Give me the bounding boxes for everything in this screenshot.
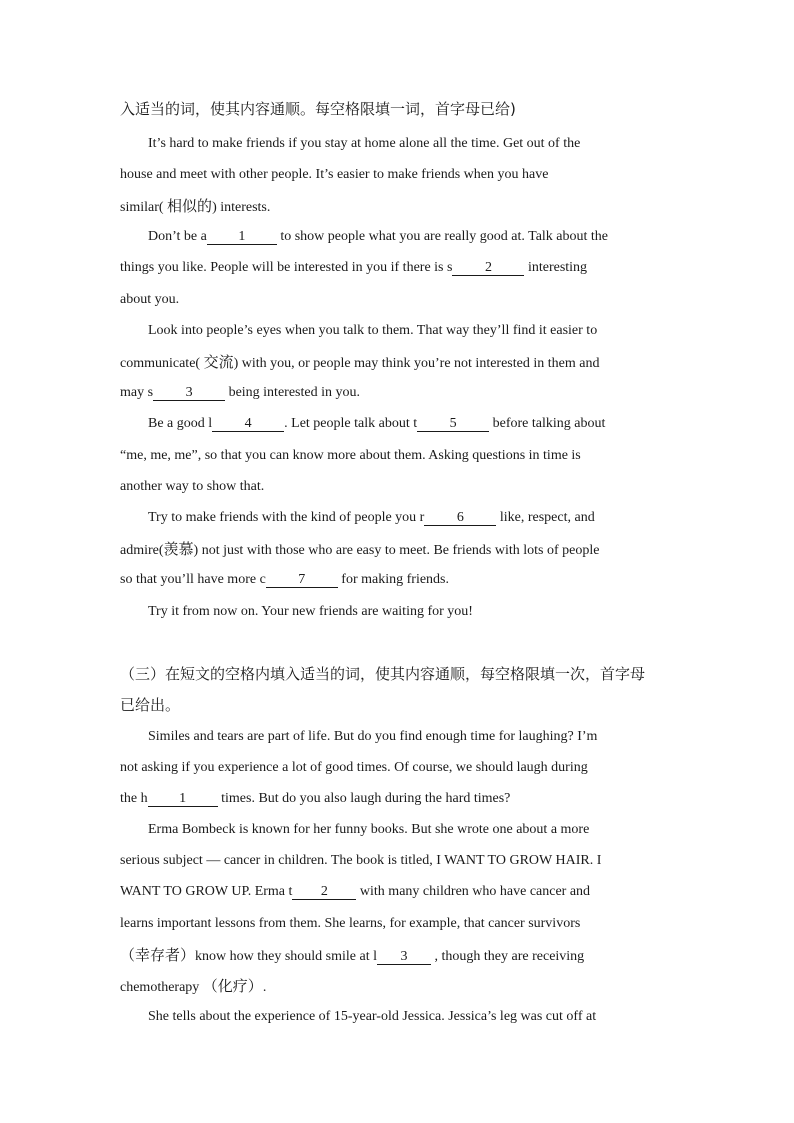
blank-3[interactable]: 3 <box>153 385 225 401</box>
passage-line: things you like. People will be interested in you if there is s 2 interesting <box>120 260 588 275</box>
passage-line: Erma Bombeck is known for her funny books. But she wrote one about a more <box>148 822 590 837</box>
passage-line: Look into people’s eyes when you talk to them. That way they’ll find it easier to <box>148 323 598 338</box>
passage-line: admire(羡慕) not just with those who are easy to meet. Be friends with lots of people <box>120 540 600 558</box>
passage-line: （幸存者）know how they should smile at l 3 , though they are receiving <box>120 946 585 964</box>
passage-line: learns important lessons from them. She learns, for example, that cancer survivors <box>120 916 581 931</box>
blank-4[interactable]: 4 <box>212 416 284 432</box>
passage-line: serious subject — cancer in children. The book is titled, I WANT TO GROW HAIR. I <box>120 853 602 868</box>
section3-instruction: 已给出。 <box>120 696 181 714</box>
passage-line: “me, me, me”, so that you can know more about them. Asking questions in time is <box>120 448 581 463</box>
passage-line: Try to make friends with the kind of people you r 6 like, respect, and <box>148 510 595 525</box>
passage-line: Try it from now on. Your new friends are waiting for you! <box>148 604 473 619</box>
blank-s3-1[interactable]: 1 <box>148 791 218 807</box>
blank-5[interactable]: 5 <box>417 416 489 432</box>
blank-2[interactable]: 2 <box>452 260 524 276</box>
blank-s3-3[interactable]: 3 <box>377 949 431 965</box>
passage-line: Similes and tears are part of life. But do you find enough time for laughing? I’m <box>148 729 598 744</box>
passage-line: similar( 相似的) interests. <box>120 197 271 215</box>
blank-6[interactable]: 6 <box>424 510 496 526</box>
passage-line: so that you’ll have more c 7 for making friends. <box>120 572 449 587</box>
passage-line: WANT TO GROW UP. Erma t 2 with many children who have cancer and <box>120 884 591 899</box>
passage-line: may s 3 being interested in you. <box>120 385 360 400</box>
blank-7[interactable]: 7 <box>266 572 338 588</box>
blank-s3-2[interactable]: 2 <box>292 884 356 900</box>
section2-instruction-tail: 入适当的词，使其内容通顺。每空格限填一词，首字母已给) <box>120 100 516 118</box>
passage-line: house and meet with other people. It’s easier to make friends when you have <box>120 167 549 182</box>
passage-line: not asking if you experience a lot of good times. Of course, we should laugh during <box>120 760 588 775</box>
passage-line: another way to show that. <box>120 479 265 494</box>
passage-line: communicate( 交流) with you, or people may think you’re not interested in them and <box>120 353 600 371</box>
passage-line: chemotherapy （化疗）. <box>120 977 267 995</box>
passage-line: Be a good l 4 . Let people talk about t 5 before talking about <box>148 416 606 431</box>
section3-instruction: （三）在短文的空格内填入适当的词，使其内容通顺，每空格限填一次，首字母 <box>120 665 646 683</box>
passage-line: the h 1 times. But do you also laugh during the hard times? <box>120 791 511 806</box>
passage-line: It’s hard to make friends if you stay at home alone all the time. Get out of the <box>148 136 581 151</box>
passage-line: about you. <box>120 292 180 307</box>
passage-line: Don’t be a 1 to show people what you are really good at. Talk about the <box>148 229 609 244</box>
passage-line: She tells about the experience of 15-year-old Jessica. Jessica’s leg was cut off at <box>148 1009 597 1024</box>
blank-1[interactable]: 1 <box>207 229 277 245</box>
